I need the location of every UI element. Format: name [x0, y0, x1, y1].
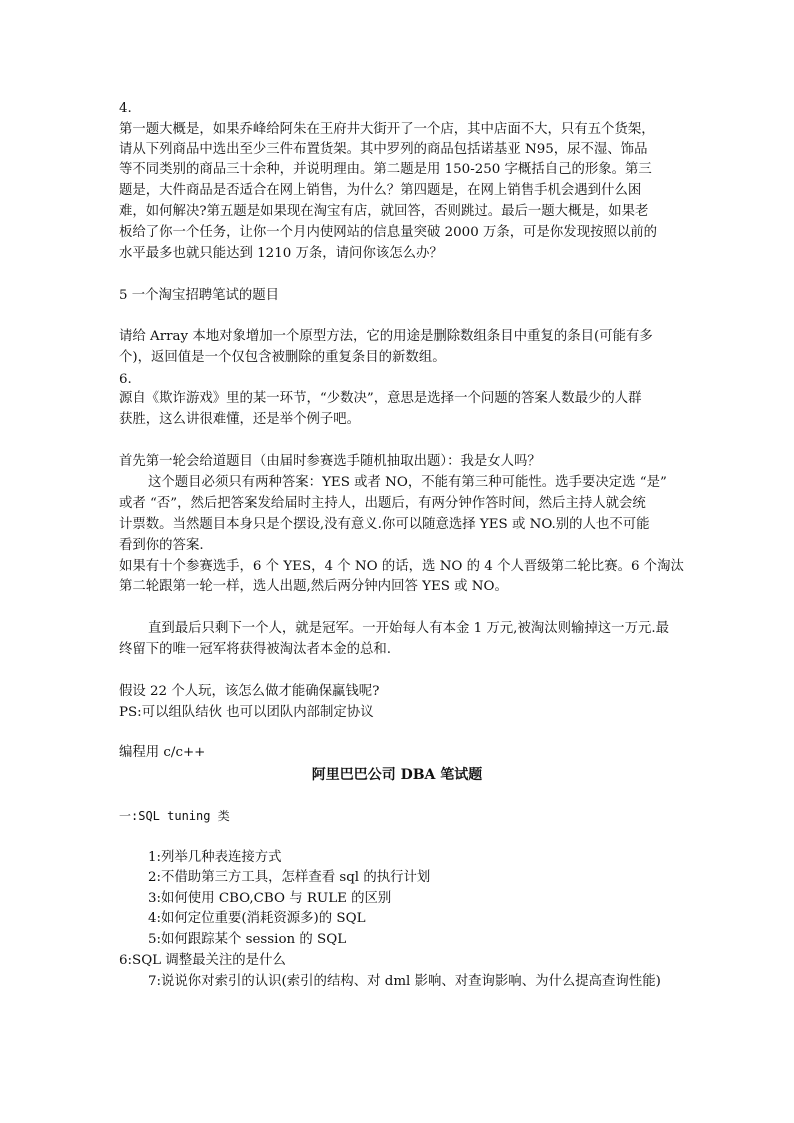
paragraph-line: 第二轮跟第一轮一样，选人出题,然后两分钟内回答 YES 或 NO。 [119, 579, 508, 594]
paragraph-line: 请从下列商品中选出至少三件布置货架。其中罗列的商品包括诺基亚 N95，尿不湿、饰品 [119, 142, 648, 157]
paragraph-line: 第一题大概是，如果乔峰给阿朱在王府井大街开了一个店，其中店面不大，只有五个货架， [119, 122, 655, 137]
list-item: 1:列举几种表连接方式 [148, 850, 282, 865]
paragraph-line: 或者 “否”，然后把答案发给届时主持人，出题后，有两分钟作答时间，然后主持人就会统 [119, 496, 646, 511]
dba-title: 阿里巴巴公司 DBA 笔试题 [311, 767, 483, 783]
paragraph-line: 个)，返回值是一个仅包含被删除的重复条目的新数组。 [119, 350, 446, 365]
paragraph-line: 水平最多也就只能达到 1210 万条，请问你该怎么办？ [119, 246, 443, 261]
paragraph-line: 编程用 c/c++ [119, 745, 206, 760]
paragraph-line: 终留下的唯一冠军将获得被淘汰者本金的总和. [119, 642, 392, 657]
list-item: 3:如何使用 CBO,CBO 与 RULE 的区别 [148, 891, 392, 906]
section-heading: 5 一个淘宝招聘笔试的题目 [119, 288, 280, 303]
list-item: 7:说说你对索引的认识(索引的结构、对 dml 影响、对查询影响、为什么提高查询性能) [148, 974, 661, 989]
list-item: 4:如何定位重要(消耗资源多)的 SQL [148, 911, 366, 926]
list-item: 2:不借助第三方工具，怎样查看 sql 的执行计划 [148, 870, 431, 885]
paragraph-line: 假设 22 个人玩，该怎么做才能确保赢钱呢? [119, 684, 380, 699]
paragraph-line: 如果有十个参赛选手，6 个 YES，4 个 NO 的话，选 NO 的 4 个人晋级第二轮比赛。6 个淘汰 [119, 559, 684, 574]
question-number: 6. [119, 372, 132, 387]
paragraph-line: PS:可以组队结伙 也可以团队内部制定协议 [119, 705, 374, 720]
paragraph-line: 等不同类别的商品三十余种，并说明理由。第二题是用 150-250 字概括自己的形象。第三 [119, 162, 652, 177]
paragraph-line: 直到最后只剩下一个人，就是冠军。一开始每人有本金 1 万元,被淘汰则输掉这一万元.最 [148, 621, 669, 636]
question-number: 4. [119, 101, 132, 116]
paragraph-line: 这个题目必须只有两种答案：YES 或者 NO，不能有第三种可能性。选手要决定选 “是” [148, 475, 667, 490]
paragraph-line: 获胜，这么讲很难懂，还是举个例子吧。 [119, 412, 361, 427]
paragraph-line: 板给了你一个任务，让你一个月内使网站的信息量突破 2000 万条，可是你发现按照以前的 [119, 225, 658, 240]
paragraph-line: 请给 Array 本地对象增加一个原型方法，它的用途是删除数组条目中重复的条目(可能有多 [119, 329, 653, 344]
list-item: 6:SQL 调整最关注的是什么 [119, 953, 286, 968]
paragraph-line: 首先第一轮会给道题目（由届时参赛选手随机抽取出题）：我是女人吗？ [119, 454, 541, 469]
paragraph-line: 题是，大件商品是否适合在网上销售，为什么？第四题是，在网上销售手机会遇到什么困 [119, 183, 642, 198]
paragraph-line: 难，如何解决?第五题是如果现在淘宝有店，就回答，否则跳过。最后一题大概是，如果老 [119, 204, 649, 219]
paragraph-line: 源自《欺诈游戏》里的某一环节，“少数决”，意思是选择一个问题的答案人数最少的人群 [119, 391, 642, 406]
paragraph-line: 看到你的答案. [119, 538, 204, 553]
section-heading: 一:SQL tuning 类 [119, 809, 230, 823]
paragraph-line: 计票数。当然题目本身只是个摆设,没有意义.你可以随意选择 YES 或 NO.别的人也不可能 [119, 517, 650, 532]
list-item: 5:如何跟踪某个 session 的 SQL [148, 932, 347, 947]
